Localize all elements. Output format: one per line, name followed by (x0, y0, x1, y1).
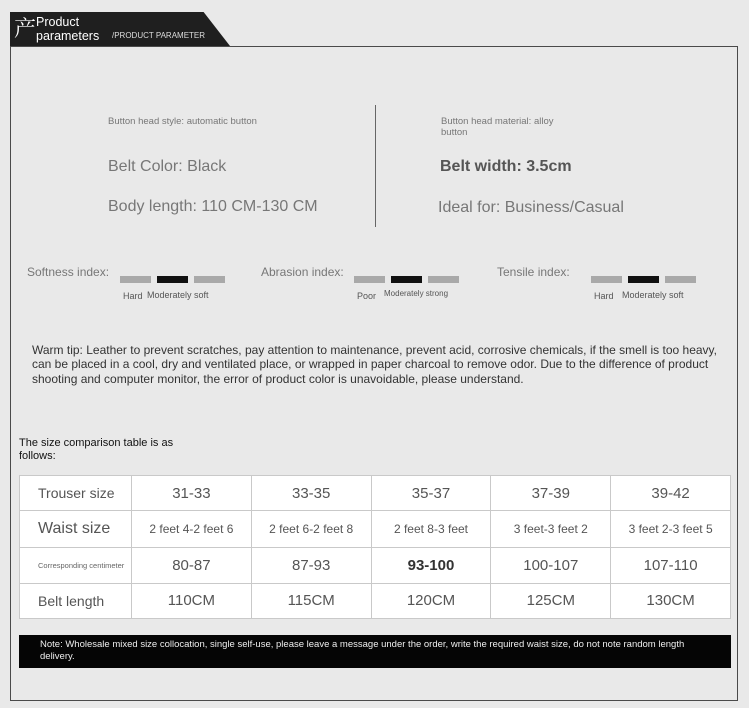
row-head-centimeter: Corresponding centimeter (20, 548, 132, 583)
table-cell: 130CM (611, 583, 731, 618)
abrasion-high-caption: Moderately strong (384, 289, 449, 298)
tensile-level-2 (628, 276, 659, 283)
table-row (20, 583, 731, 618)
page-subtitle: /PRODUCT PARAMETER (112, 31, 206, 40)
table-cell: 120CM (371, 583, 491, 618)
table-row (20, 548, 731, 583)
table-cell: 107-110 (611, 548, 731, 583)
tensile-low-caption: Hard (594, 291, 614, 301)
table-cell: 3 feet-3 feet 2 (491, 511, 611, 548)
button-head-style: Button head style: automatic button (108, 116, 257, 127)
abrasion-low-caption: Poor (357, 291, 377, 301)
table-row (20, 511, 731, 548)
table-cell: 93-100 (371, 548, 491, 583)
table-cell: 110CM (132, 583, 252, 618)
table-cell: 33-35 (251, 476, 371, 511)
belt-color: Belt Color: Black (108, 158, 227, 175)
row-head-trouser-size: Trouser size (20, 476, 132, 511)
table-cell: 80-87 (132, 548, 252, 583)
wholesale-note: Note: Wholesale mixed size collocation, single self-use, please leave a message under the order, write the required waist size, do not note random length delivery. (19, 635, 731, 668)
softness-high-caption: Moderately soft (147, 290, 209, 300)
table-cell: 39-42 (611, 476, 731, 511)
softness-low-caption: Hard (123, 291, 143, 301)
ideal-for: Ideal for: Business/Casual (438, 199, 624, 216)
row-head-waist-size: Waist size (20, 511, 132, 548)
brand-logo-icon: 产 (14, 17, 37, 42)
button-head-material: Button head material: alloy button (441, 116, 554, 138)
abrasion-level-3 (428, 276, 459, 283)
softness-index-label: Softness index: (27, 265, 110, 279)
warm-tip: Warm tip: Leather to prevent scratches, pay attention to maintenance, prevent acid, corrosive chemicals, if the smell is too heavy, can be placed in a cool, dry and ventilated place, or wrapped in paper charcoal to remove odor. Due to the difference of product shooting and computer monitor, the error of product color is unavoidable, please understand. (32, 343, 717, 386)
abrasion-index-label: Abrasion index: (261, 265, 344, 279)
page-title: Product parameters (36, 15, 100, 43)
table-cell: 87-93 (251, 548, 371, 583)
table-cell: 2 feet 4-2 feet 6 (132, 511, 252, 548)
table-cell: 2 feet 6-2 feet 8 (251, 511, 371, 548)
softness-level-3 (194, 276, 225, 283)
softness-level-2 (157, 276, 188, 283)
table-cell: 125CM (491, 583, 611, 618)
abrasion-level-2 (391, 276, 422, 283)
size-comparison-table (19, 475, 731, 619)
tensile-index-label: Tensile index: (497, 265, 570, 279)
table-cell: 37-39 (491, 476, 611, 511)
table-cell: 2 feet 8-3 feet (371, 511, 491, 548)
size-table-intro: The size comparison table is as follows: (19, 437, 174, 462)
abrasion-level-1 (354, 276, 385, 283)
table-cell: 35-37 (371, 476, 491, 511)
attribute-divider (375, 105, 376, 227)
belt-width: Belt width: 3.5cm (440, 158, 572, 175)
tensile-level-3 (665, 276, 696, 283)
table-row (20, 476, 731, 511)
tensile-high-caption: Moderately soft (622, 290, 684, 300)
body-length: Body length: 110 CM-130 CM (108, 198, 318, 215)
row-head-belt-length: Belt length (20, 583, 132, 618)
softness-level-1 (120, 276, 151, 283)
table-cell: 31-33 (132, 476, 252, 511)
table-cell: 115CM (251, 583, 371, 618)
tensile-level-1 (591, 276, 622, 283)
table-cell: 3 feet 2-3 feet 5 (611, 511, 731, 548)
table-cell: 100-107 (491, 548, 611, 583)
